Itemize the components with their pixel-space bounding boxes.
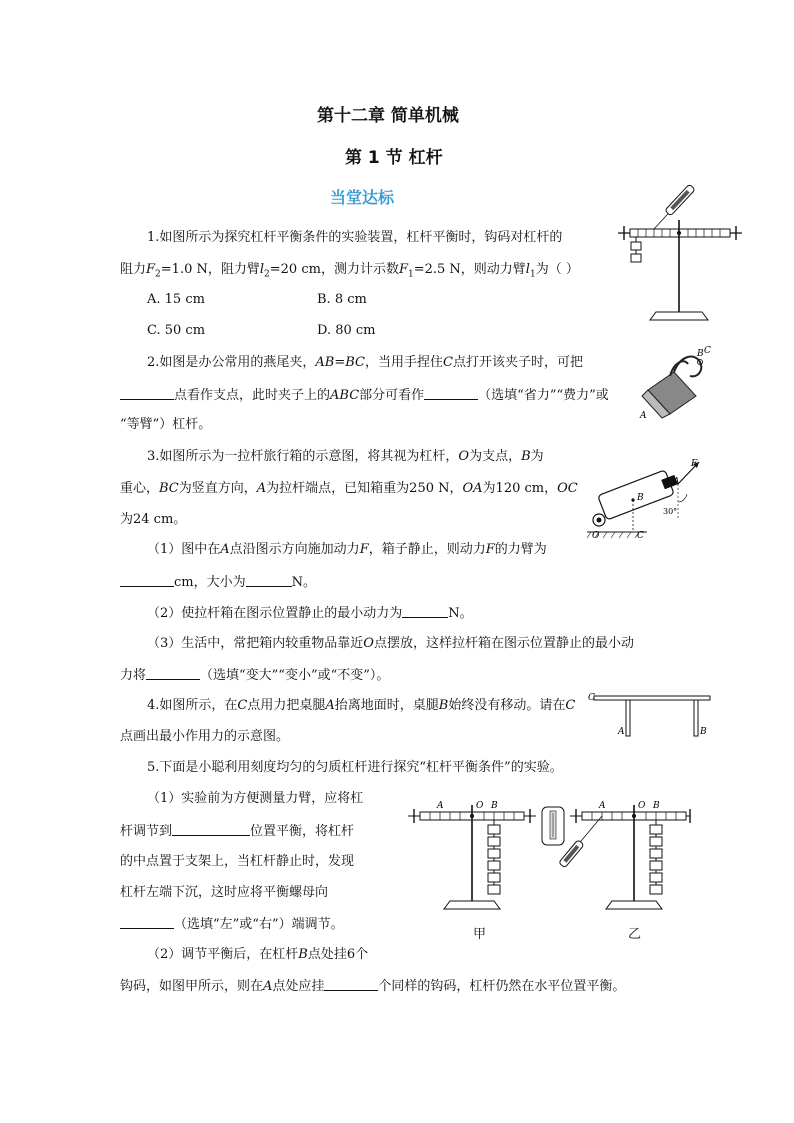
q1-line2 [120,262,579,283]
answer-blank[interactable] [402,605,448,618]
var: A [325,698,335,713]
answer-blank[interactable] [424,387,478,400]
var: F [485,542,495,557]
answer-blank[interactable] [120,574,174,587]
q3-text: N。 [291,575,316,590]
q5-text: 杆调节到 [120,824,173,839]
q2-text: = [334,355,346,370]
q5-part2-line2 [120,978,625,995]
q5-part1-line2 [120,823,354,840]
q4-text: 始终没有移动。请在 [448,698,566,713]
section-title: 第 1 节 杠杆 [345,148,443,168]
q1-line1: 1.如图所示为探究杠杆平衡条件的实验装置，杠杆平衡时，钩码对杠杆的 [147,230,563,245]
var: B [521,449,531,464]
label-A: A [618,727,625,737]
label-A: A [640,411,647,421]
sub: 1 [529,269,536,280]
q1-option-c: C. 50 cm [147,323,206,338]
caption-yi: 乙 [628,927,642,942]
q3-text: 为竖直方向， [178,481,257,496]
label-F: F [691,459,698,469]
q5-figure-yi [540,795,690,915]
var-F2: F [146,262,156,277]
label-B: B [700,727,707,737]
answer-blank[interactable] [146,667,200,680]
var-l2: l [259,262,265,277]
var: OC [557,481,578,496]
var: B [438,698,449,713]
q3-text: ，箱子静止，则动力 [368,542,486,557]
q5-part1-line3: 的中点置于支架上，当杠杆静止时，发现 [120,854,355,869]
q4-text: 抬离地面时，桌腿 [334,698,439,713]
label-C: C [704,346,711,356]
var: AB [315,355,335,370]
q3-part3-line2 [120,667,389,684]
label-O: O [592,531,600,541]
q5-text: 点处应挂 [272,979,325,994]
q5-part1-line1: （1）实验前为方便测量力臂，应将杠 [147,791,364,806]
label-O: O [638,801,646,811]
var: BC [159,481,179,496]
answer-blank[interactable] [324,978,378,991]
var: A [220,542,230,557]
q2-text: 部分可看作 [359,388,425,403]
q1-option-b: B. 8 cm [317,292,367,307]
q1-option-a: A. 15 cm [147,292,205,307]
q5-part1-line4: 杠杆左端下沉，这时应将平衡螺母向 [120,885,329,900]
q5-figure-jia [408,795,536,915]
q2-line2 [120,387,609,404]
q3-line2 [120,481,578,497]
q4-text: 点用力把桌腿 [247,698,326,713]
q1-lever-figure [618,186,743,326]
q3-text: （2）使拉杆箱在图示位置静止的最小动力为 [147,606,403,621]
q1-text: =20 cm，测力计示数 [269,262,399,277]
chapter-title: 第十二章 简单机械 [317,106,459,126]
q4-line1 [147,698,575,714]
q3-text: 3.如图所示为一拉杆旅行箱的示意图，将其视为杠杆， [147,449,459,464]
angle-label: 30° [663,507,678,516]
q3-part1-line2 [120,574,316,591]
q5-text: 位置平衡，将杠杆 [250,824,355,839]
q1-text: =1.0 N，阻力臂 [160,262,260,277]
q2-text: 点看作支点，此时夹子上的 [174,388,331,403]
sub: 2 [264,269,270,280]
answer-blank[interactable] [246,574,292,587]
label-B: B [697,349,704,359]
q2-text: 点打开该夹子时，可把 [452,355,583,370]
answer-blank[interactable] [120,387,174,400]
var: C [237,698,248,713]
label-C: C [588,693,595,703]
sub: 2 [155,269,161,280]
q5-part1-line5 [120,916,344,933]
q3-text: 为120 cm， [482,481,558,496]
q2-line3: “等臂”）杠杆。 [120,417,212,432]
q2-text: ，当用手捏住 [365,355,444,370]
q1-option-d: D. 80 cm [317,323,376,338]
q3-text: 重心， [120,481,160,496]
label-B: B [653,801,660,811]
q1-text: 阻力 [120,262,147,277]
label-A: A [673,477,680,487]
q5-text: 个同样的钩码，杠杆仍然在水平位置平衡。 [378,979,626,994]
q3-text: 的力臂为 [494,542,547,557]
var: ABC [330,388,360,403]
q5-part2-line1 [147,947,368,963]
q3-line3: 为24 cm。 [120,512,187,527]
label-A: A [599,801,606,811]
q1-text: 为（ ） [535,262,579,277]
var: A [256,481,267,496]
q2-text: 2.如图是办公常用的燕尾夹， [147,355,316,370]
q5-text: 点处挂6个 [307,947,369,962]
caption-jia: 甲 [473,927,487,942]
var: O [363,636,374,651]
q5-intro: 5.下面是小聪利用刻度均匀的匀质杠杆进行探究“杠杆平衡条件”的实验。 [147,760,563,775]
q3-part2 [147,605,473,622]
q3-text: （3）生活中，常把箱内较重物品靠近 [147,636,364,651]
q3-text: （选填“变大”“变小”或“不变”）。 [200,668,390,683]
q1-text: =2.5 N，则动力臂 [413,262,526,277]
var: B [298,947,308,962]
q3-text: 为拉杆端点，已知箱重为250 N， [266,481,463,496]
q3-part3-line1 [147,636,634,652]
q2-text: （选填“省力”“费力”或 [478,388,609,403]
label-A: A [437,801,444,811]
q3-text: 点沿图示方向施加动力 [229,542,360,557]
q3-text: 为 [530,449,544,464]
practice-heading: 当堂达标 [330,188,395,207]
q3-line1 [147,449,544,465]
var: C [443,355,453,370]
answer-blank[interactable] [120,916,174,929]
var-F1: F [398,262,408,277]
q5-text: （选填“左”或“右”）端调节。 [174,917,344,932]
label-B: B [491,801,498,811]
q3-text: 力将 [120,668,147,683]
q3-text: 点摆放，这样拉杆箱在图示位置静止的最小动 [373,636,634,651]
var: O [458,449,470,464]
sub: 1 [407,269,414,280]
q3-part1-line1 [147,542,547,558]
var: F [359,542,369,557]
var: OA [462,481,483,496]
q2-binder-clip-figure [640,348,720,420]
q5-text: （2）调节平衡后，在杠杆 [147,947,299,962]
q4-line2: 点画出最小作用力的示意图。 [120,729,290,744]
var: C [565,698,576,713]
q2-line1 [147,355,583,371]
q4-table-figure [586,690,714,742]
answer-blank[interactable] [172,823,250,836]
label-O: O [476,801,484,811]
q4-text: 4.如图所示，在 [147,698,238,713]
label-C: C [637,531,644,541]
var: A [263,979,273,994]
label-B: B [637,493,644,503]
var-l1: l [525,262,530,277]
q3-text: cm，大小为 [174,575,246,590]
q3-text: N。 [448,606,473,621]
q5-text: 钩码，如图甲所示，则在 [120,979,264,994]
q3-text: 为支点， [469,449,522,464]
var: BC [345,355,366,370]
q3-text: （1）图中在 [147,542,221,557]
q3-luggage-figure [587,458,712,544]
